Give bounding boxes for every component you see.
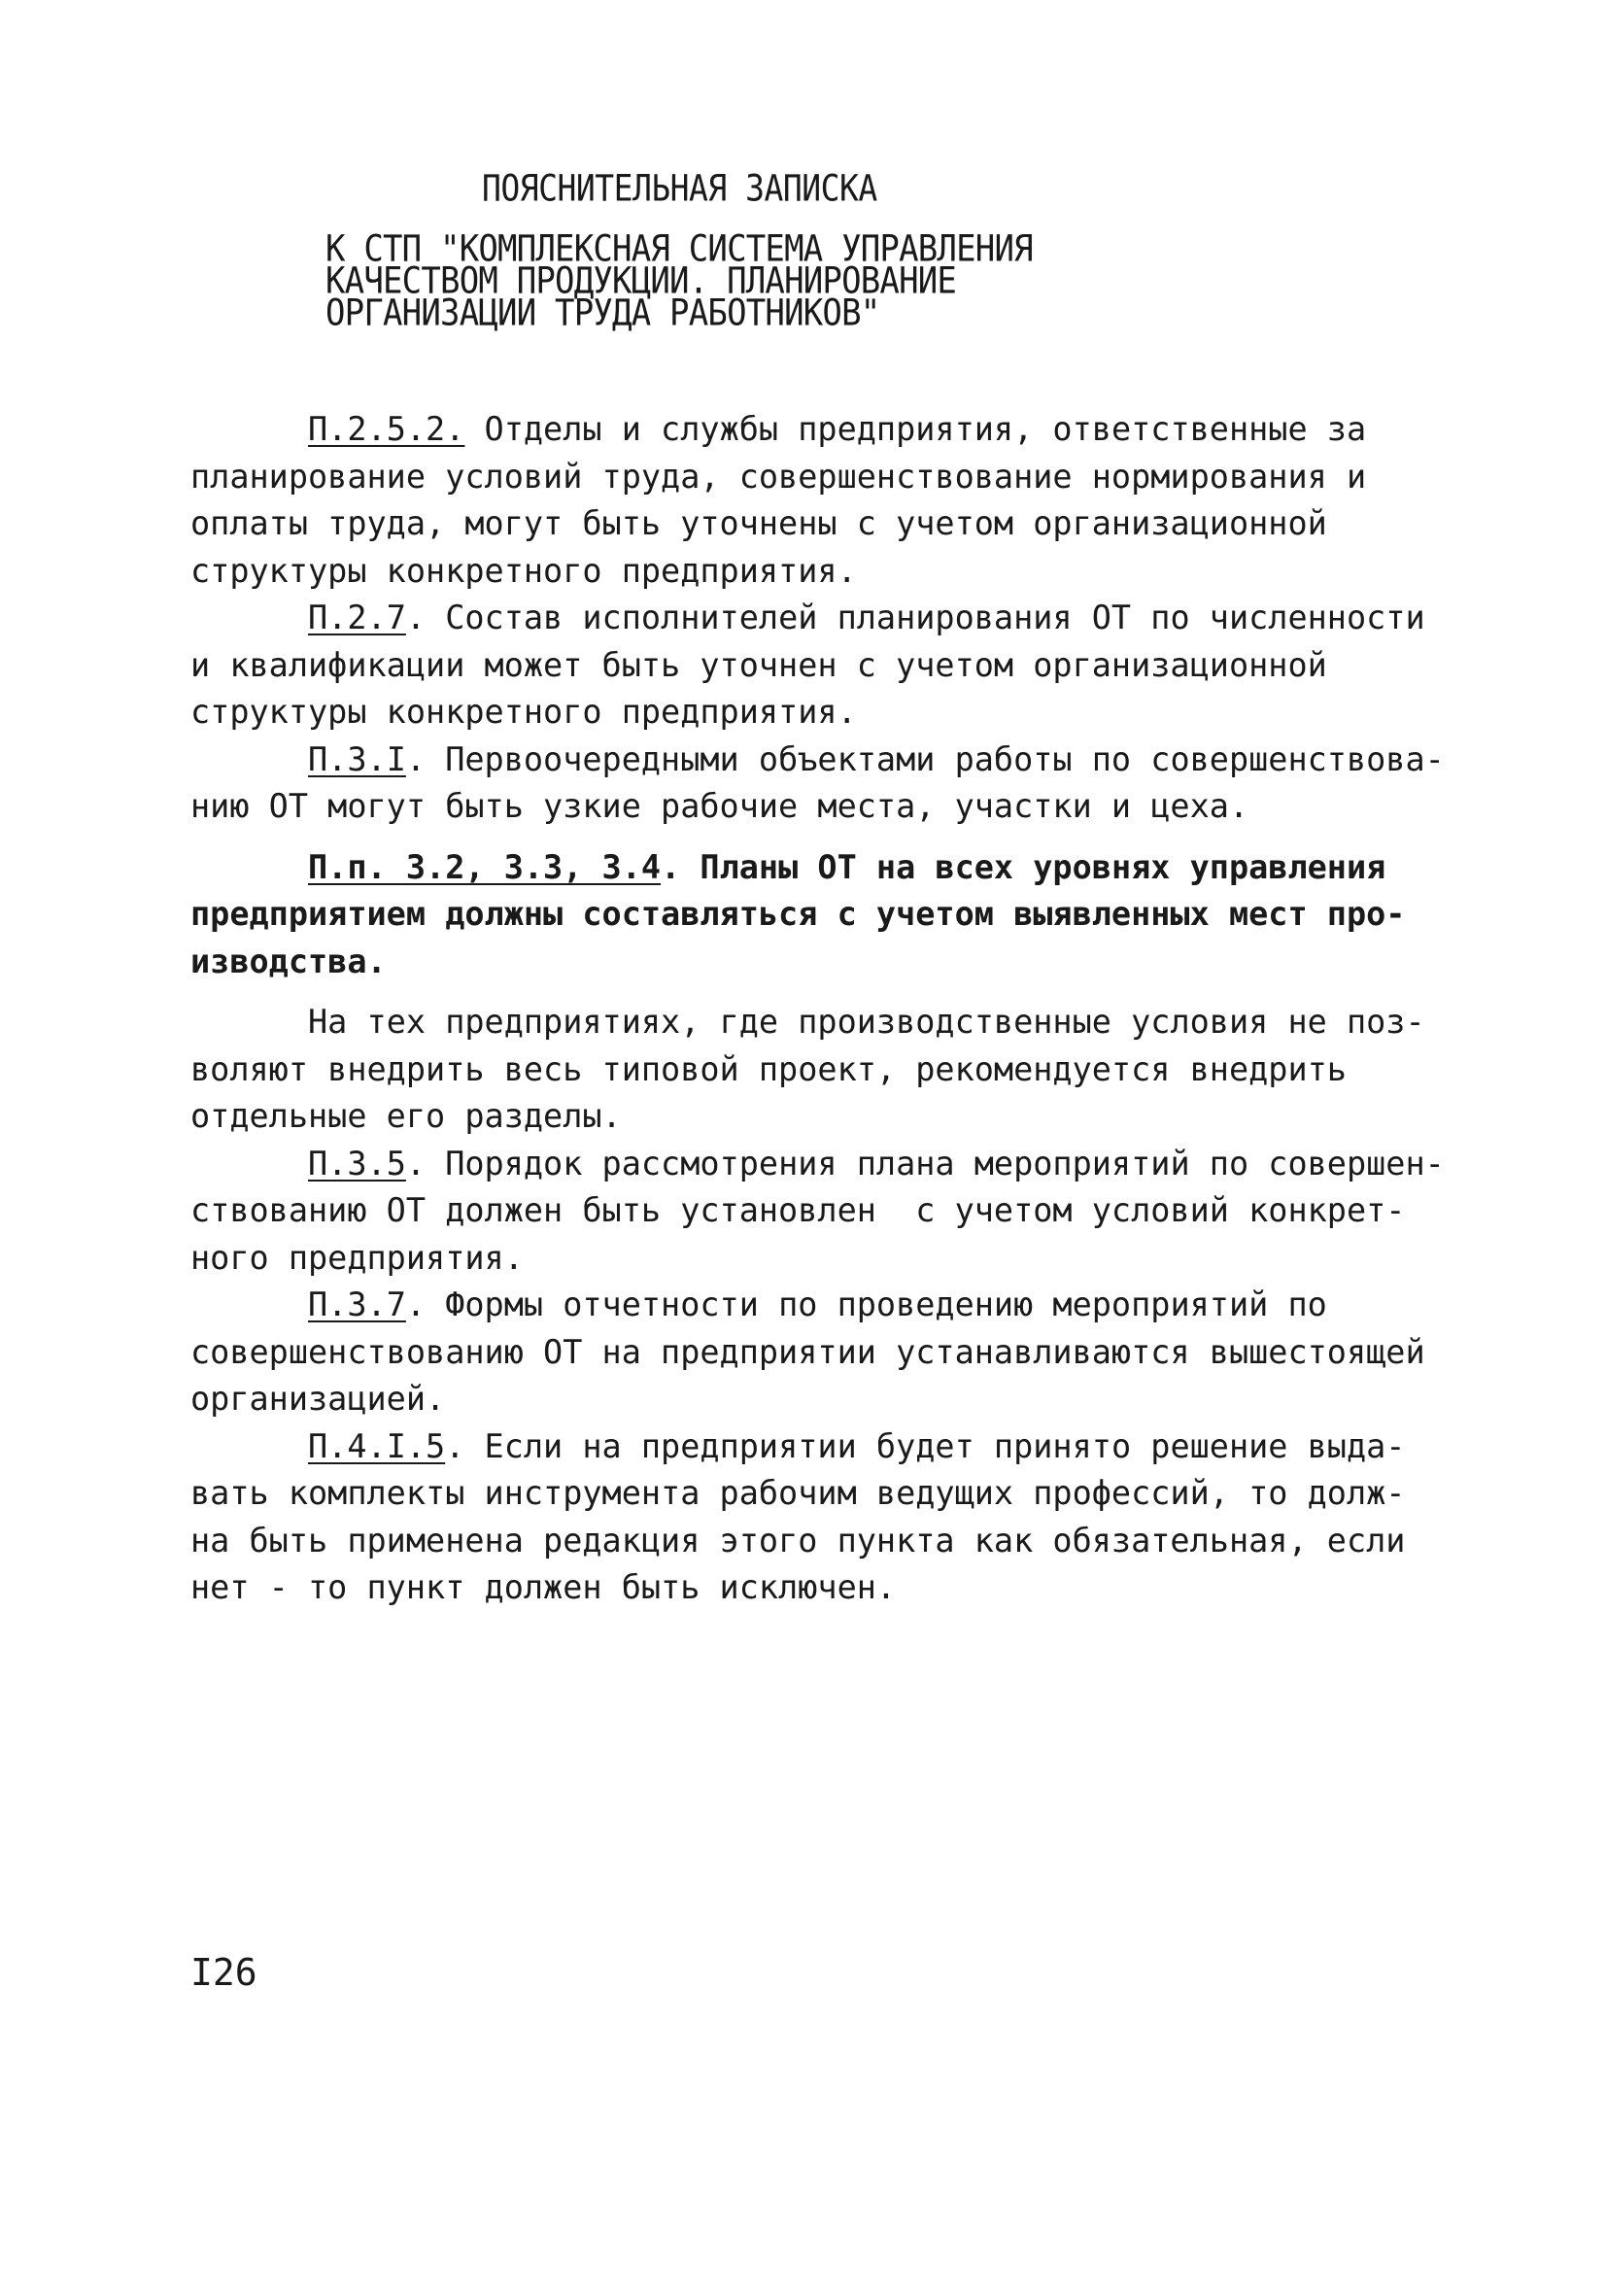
paragraph-3-1	[190, 737, 1445, 831]
paragraph-line: на быть применена редакция этого пункта как обязательная, если	[190, 1521, 1406, 1559]
paragraph-4-1-5	[190, 1423, 1424, 1612]
paragraph-note	[190, 999, 1424, 1141]
paragraph-line: изводства.	[190, 942, 387, 980]
paragraph-line: предприятием должны составляться с учетом выявленных мест про-	[190, 895, 1406, 933]
subtitle-line: КАЧЕСТВОМ ПРОДУКЦИИ. ПЛАНИРОВАНИЕ	[325, 259, 957, 303]
paragraph-line: отдельные его разделы.	[190, 1097, 622, 1135]
clause-reference: П.2.5.2.	[308, 410, 465, 448]
paragraph-line: . Состав исполнителей планирования ОТ по численности	[405, 599, 1425, 636]
paragraph-line: . Первоочередными объектами работы по совершенствова-	[405, 739, 1445, 778]
paragraph-2-5-2	[190, 406, 1424, 595]
document-body	[190, 406, 1445, 1612]
paragraph-line: совершенствованию ОТ на предприятии устанавливаются вышестоящей	[190, 1332, 1425, 1371]
subtitle-line: ОРГАНИЗАЦИИ ТРУДА РАБОТНИКОВ"	[325, 291, 880, 335]
paragraph-line: . Планы ОТ на всех уровнях управления	[661, 847, 1386, 886]
paragraph-line: . Порядок рассмотрения плана мероприятий по совершен-	[405, 1144, 1445, 1182]
paragraph-line: и квалификации может быть уточнен с учетом организационной	[190, 645, 1327, 684]
paragraph-line: вать комплекты инструмента рабочим ведущих профессий, то долж-	[190, 1474, 1406, 1512]
paragraph-line: организацией.	[190, 1380, 446, 1418]
paragraph-3-5	[190, 1141, 1445, 1283]
paragraph-line: На тех предприятиях, где производственные условия не поз-	[308, 1003, 1425, 1041]
paragraph-line: структуры конкретного предприятия.	[190, 551, 857, 590]
paragraph-line: . Если на предприятии будет принято решение выда-	[445, 1426, 1406, 1465]
document-subtitle	[325, 227, 1033, 335]
paragraph-3-2-3-4	[190, 844, 1424, 986]
clause-reference: П.п. 3.2, 3.3, 3.4	[308, 847, 662, 886]
paragraph-line: . Формы отчетности по проведению мероприятий по	[405, 1285, 1327, 1323]
paragraph-line: нию ОТ могут быть узкие рабочие места, участки и цеха.	[190, 787, 1249, 825]
paragraph-line: Отделы и службы предприятия, ответственные за	[464, 410, 1367, 448]
paragraph-line: ствованию ОТ должен быть установлен с учетом условий конкрет-	[190, 1191, 1406, 1229]
paragraph-line: ного предприятия.	[190, 1238, 524, 1277]
paragraph-3-7	[190, 1282, 1424, 1423]
clause-reference: П.3.5	[308, 1144, 406, 1182]
paragraph-line: воляют внедрить весь типовой проект, рекомендуется внедрить	[190, 1049, 1347, 1088]
paragraph-line: оплаты труда, могут быть уточнены с учетом организационной	[190, 504, 1327, 542]
document-title: ПОЯСНИТЕЛЬНАЯ ЗАПИСКА	[482, 167, 877, 210]
clause-reference: П.3.I	[308, 739, 406, 778]
page-number: I26	[190, 1951, 257, 1994]
clause-reference: П.4.I.5	[308, 1426, 446, 1465]
subtitle-line: К СТП "КОМПЛЕКСНАЯ СИСТЕМА УПРАВЛЕНИЯ	[325, 227, 1033, 271]
paragraph-line: структуры конкретного предприятия.	[190, 693, 857, 731]
clause-reference: П.3.7	[308, 1285, 406, 1323]
paragraph-line: планирование условий труда, совершенствование нормирования и	[190, 457, 1367, 496]
clause-reference: П.2.7	[308, 599, 406, 636]
paragraph-2-7	[190, 595, 1424, 737]
paragraph-line: нет - то пункт должен быть исключен.	[190, 1568, 897, 1606]
